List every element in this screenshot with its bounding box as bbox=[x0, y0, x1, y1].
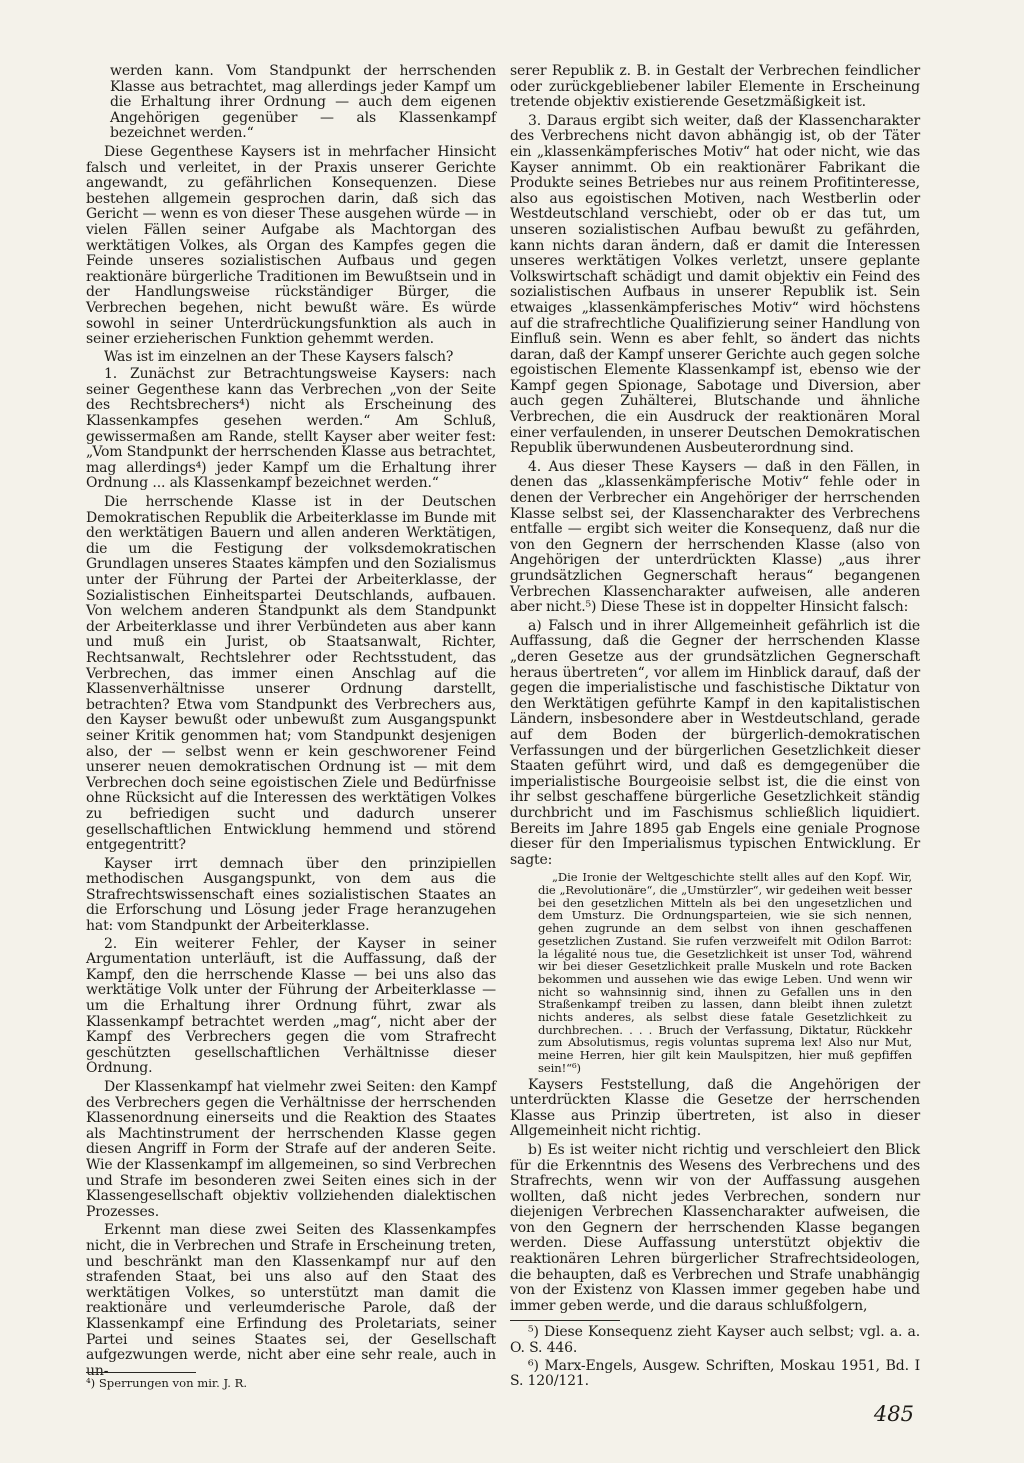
paragraph: Die herrschende Klasse ist in der Deutschen Demokratischen Republik die Arbeiterklasse im Bunde mit den werktätigen Bauern und allen anderen Werktätigen, die um die Festigung der volksdemokratischen Grundlagen unseres Staates kämpfen und den Sozialismus unter der Führung der Partei der Arbeiterklasse, der Sozialistischen Einheitspartei Deutschlands, aufbauen. Von welchem anderen Standpunkt als dem Standpunkt der Arbeiterklasse und ihrer Verbündeten aus aber kann und muß ein Jurist, ob Staatsanwalt, Richter, Rechtsanwalt, Rechtslehrer oder Rechtsstudent, das Verbrechen, das immer einen Anschlag auf die Klassenverhältnisse unserer Ordnung darstellt, betrachten? Etwa vom Standpunkt des Verbrechers aus, den Kayser bewußt oder unbewußt zum Ausgangspunkt seiner Kritik genommen hat; vom Standpunkt desjenigen also, der — selbst wenn er kein geschworener Feind unserer neuen demokratischen Ordnung ist — mit dem Verbrechen doch seine egoistischen Ziele und Bedürfnisse ohne Rücksicht auf die Interessen des werktätigen Volkes zu befriedigen sucht und dadurch unserer gesellschaftlichen Entwicklung hemmend und störend entgegentritt? bbox=[86, 494, 496, 854]
footnote: ⁴) Sperrungen von mir. J. R. bbox=[86, 1376, 248, 1390]
footnote-rule bbox=[510, 1320, 620, 1321]
paragraph: Was ist im einzelnen an der These Kaysers falsch? bbox=[104, 348, 454, 365]
right-column bbox=[510, 64, 920, 1392]
paragraph: werden kann. Vom Standpunkt der herrschenden Klasse aus betrachtet, mag allerdings jeder Kampf um die Erhaltung ihrer Ordnung — auch dem eigenen Angehörigen gegenüber — als Klassenkampf bezeichnet werden.“ bbox=[110, 63, 496, 142]
page-number: 485 bbox=[873, 1402, 914, 1426]
left-column bbox=[86, 64, 496, 1381]
paragraph: Kaysers Feststellung, daß die Angehörigen der unterdrückten Klasse die Gesetze der herrschenden Klasse aus Prinzip übertreten, ist also in dieser Allgemeinheit nicht richtig. bbox=[510, 1076, 920, 1140]
paragraph: Der Klassenkampf hat vielmehr zwei Seiten: den Kampf des Verbrechers gegen die Verhältnisse der herrschenden Klassenordnung einerseits und die Reaktion des Staates als Machtinstrument der herrschenden Klasse gegen diesen Angriff in Form der Strafe auf der anderen Seite. Wie der Klassenkampf im allgemeinen, so sind Verbrechen und Strafe im besonderen zwei Seiten eines sich in der Klassengesellschaft objektiv vollziehenden dialektischen Prozesses. bbox=[86, 1079, 496, 1220]
paragraph: Erkennt man diese zwei Seiten des Klassenkampfes nicht, die in Verbrechen und Strafe in Erscheinung treten, und beschränkt man den Klassenkampf nur auf den strafenden Staat, bei uns also auf den Staat des werktätigen Volkes, so unterstützt man damit die reaktionäre und verleumderische Parole, daß der Klassenkampf eine Erfindung des Proletariats, seiner Partei und seines Staates sei, der Gesellschaft aufgezwungen werde, nicht aber eine sehr reale, auch in un- bbox=[86, 1222, 496, 1379]
footnote: ⁵) Diese Konsequenz zieht Kayser auch selbst; vgl. a. a. O. S. 446. bbox=[510, 1324, 920, 1357]
engels-quote: „Die Ironie der Weltgeschichte stellt alles auf den Kopf. Wir, die „Revolutionäre“, die „Umstürzler“, wir gedeihen weit besser bei den gesetzlichen Mitteln als bei den ungesetzlichen und dem Umsturz. Die Ordnungsparteien, wie sie sich nennen, gehen zugrunde an dem selbst von ihnen geschaffenen gesetzlichen Zustand. Sie rufen verzweifelt mit Odilon Barrot: la légalité nous tue, die Gesetzlichkeit ist unser Tod, während wir bei dieser Gesetzlichkeit pralle Muskeln und rote Backen bekommen und aussehen wie das ewige Leben. Und wenn wir nicht so wahnsinnig sind, ihnen zu Gefallen uns in den Straßenkampf treiben zu lassen, dann bleibt ihnen zuletzt nichts anderes, als selbst diese fatale Gesetzlichkeit zu durchbrechen. . . . Bruch der Verfassung, Diktatur, Rückkehr zum Absolutismus, regis voluntas suprema lex! Also nur Mut, meine Herren, hier gilt kein Maulspitzen, hier muß gepfiffen sein!“⁶) bbox=[538, 870, 912, 1075]
footnote-rule bbox=[86, 1372, 196, 1373]
paragraph: a) Falsch und in ihrer Allgemeinheit gefährlich ist die Auffassung, daß die Gegner der herrschenden Klasse „deren Gesetze aus der grundsätzlichen Gegnerschaft heraus übertreten“, vor allem im Hinblick darauf, daß der gegen die imperialistische und faschistische Diktatur von den Werktätigen geführte Kampf in den kapitalistischen Ländern, insbesondere aber in Westdeutschland, gerade auf dem Boden der bürgerlich-demokratischen Verfassungen und der bürgerlichen Gesetzlichkeit dieser Staaten geführt wird, und daß es demgegenüber die imperialistische Bourgeoisie selbst ist, die die einst von ihr selbst geschaffene bürgerliche Gesetzlichkeit ständig durchbricht und im Faschismus schließlich liquidiert. Bereits im Jahre 1895 gab Engels eine geniale Prognose dieser für den Imperialismus typischen Entwicklung. Er sagte: bbox=[510, 617, 920, 868]
left-footnotes bbox=[86, 1366, 496, 1392]
paragraph: 1. Zunächst zur Betrachtungsweise Kaysers: nach seiner Gegenthese kann das Verbrechen „von der Seite des Rechtsbrechers⁴) nicht als Erscheinung des Klassenkampfes gesehen werden.“ Am Schluß, gewissermaßen am Rande, stellt Kayser aber weiter fest: „Vom Standpunkt der herrschenden Klasse aus betrachtet, mag allerdings⁴) jeder Kampf um die Erhaltung ihrer Ordnung ... als Klassenkampf bezeichnet werden.“ bbox=[86, 366, 496, 492]
footnote: ⁶) Marx-Engels, Ausgew. Schriften, Moskau 1951, Bd. I S. 120/121. bbox=[510, 1357, 920, 1390]
paragraph: Diese Gegenthese Kaysers ist in mehrfacher Hinsicht falsch und verleitet, in der Praxis unserer Gerichte angewandt, zu gefährlichen Konsequenzen. Diese bestehen allgemein gesprochen darin, daß sich das Gericht — wenn es von dieser These ausgehen würde — in vielen Fällen seiner Aufgabe als Machtorgan des werktätigen Volkes, als Organ des Kampfes gegen die Feinde unseres sozialistischen Aufbaus und gegen reaktionäre bürgerliche Traditionen im Bewußtsein und in der Handlungsweise rückständiger Bürger, die Verbrechen begehen, nicht bewußt wäre. Es würde sowohl in seiner Unterdrückungsfunktion als auch in seiner erzieherischen Funktion gehemmt werden. bbox=[86, 143, 496, 348]
paragraph: b) Es ist weiter nicht richtig und verschleiert den Blick für die Erkenntnis des Wesens des Verbrechens und des Strafrechts, wenn wir von der Auffassung ausgehen wollten, daß nicht jedes Verbrechen, sondern nur diejenigen Verbrechen Klassencharakter aufweisen, die von den Gegnern der herrschenden Klasse begangen werden. Diese Auffassung unterstützt objektiv die reaktionären Lehren bürgerlicher Strafrechtsideologen, die behaupten, daß es Verbrechen und Strafe unabhängig von der Existenz von Klassen immer gegeben habe und immer geben werde, und die daraus schlußfolgern, bbox=[510, 1141, 920, 1314]
paragraph: 4. Aus dieser These Kaysers — daß in den Fällen, in denen das „klassenkämpferische Motiv“ fehle oder in denen der Verbrecher ein Angehöriger der herrschenden Klasse selbst sei, der Klassencharakter des Verbrechens entfalle — ergibt sich weiter die Konsequenz, daß nur die von den Gegnern der herrschenden Klasse (also von Angehörigen der unterdrückten Klasse) „aus ihrer grundsätzlichen Gegnerschaft heraus“ begangenen Verbrechen Klassencharakter aufweisen, alle anderen aber nicht.⁵) Diese These ist in doppelter Hinsicht falsch: bbox=[510, 458, 920, 616]
paragraph: serer Republik z. B. in Gestalt der Verbrechen feindlicher oder zurückgebliebener labiler Elemente in Erscheinung tretende objektiv existierende Gesetzmäßigkeit ist. bbox=[510, 63, 920, 111]
paragraph: 3. Daraus ergibt sich weiter, daß der Klassencharakter des Verbrechens nicht davon abhängig ist, ob der Täter ein „klassenkämpferisches Motiv“ hat oder nicht, wie das Kayser annimmt. Ob ein reaktionärer Fabrikant die Produkte seines Betriebes nur aus reinem Profitinteresse, also aus egoistischen Motiven, nach Westberlin oder Westdeutschland verschiebt, oder ob er das tut, um unseren sozialistischen Aufbau bewußt zu gefährden, kann nichts daran ändern, daß er damit die Interessen unseres werktätigen Volkes verletzt, unsere geplante Volkswirtschaft schädigt und damit objektiv ein Feind des sozialistischen Aufbaus in unserer Republik ist. Sein etwaiges „klassenkämpferisches Motiv“ wird höchstens auf die strafrechtliche Qualifizierung seiner Handlung von Einfluß sein. Wenn es aber fehlt, so ändert das nichts daran, daß der Kampf unserer Gerichte auch gegen solche egoistischen Elemente Klassenkampf ist, ebenso wie der Kampf gegen Spionage, Sabotage und Diversion, aber auch gegen Zuhälterei, Blutschande und ähnliche Verbrechen, die ein Ausdruck der reaktionären Moral einer verfaulenden, in unserer Deutschen Demokratischen Republik überwundenen Ausbeuterordnung sind. bbox=[510, 112, 920, 457]
paragraph: 2. Ein weiterer Fehler, der Kayser in seiner Argumentation unterläuft, ist die Auffassung, daß der Kampf, den die herrschende Klasse — bei uns also das werktätige Volk unter der Führung der Arbeiterklasse — um die Erhaltung ihrer Ordnung führt, zwar als Klassenkampf betrachtet werden „mag“, nicht aber der Kampf des Verbrechers gegen die vom Strafrecht geschützten gesellschaftlichen Verhältnisse dieser Ordnung. bbox=[86, 935, 496, 1077]
paragraph: Kayser irrt demnach über den prinzipiellen methodischen Ausgangspunkt, von dem aus die Strafrechtswissenschaft eines sozialistischen Staates an die Erforschung und Lösung jeder Frage heranzugehen hat: vom Standpunkt der Arbeiterklasse. bbox=[86, 855, 496, 935]
